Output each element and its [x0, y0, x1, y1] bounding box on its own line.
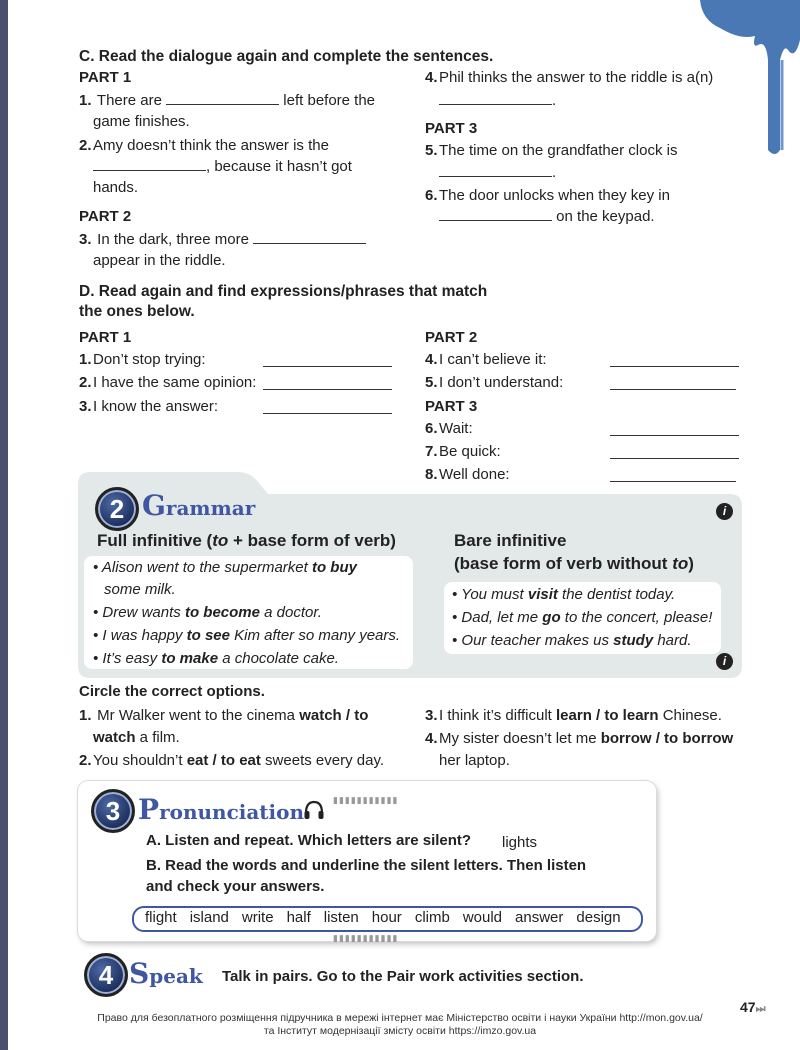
- circle-question-1-cont: watch a film.: [93, 729, 180, 746]
- d-item-1: 1.Don’t stop trying:: [79, 351, 206, 368]
- grammar-heading: Grammar: [142, 489, 256, 522]
- circle-question-4: 4.My sister doesn’t let me borrow / to borrow: [425, 730, 734, 747]
- option-watch[interactable]: watch / to: [299, 707, 369, 724]
- c-question-3: 3. In the dark, three more: [79, 229, 366, 250]
- page-edge-bar: [0, 0, 8, 1050]
- grammar-number-badge: 2: [95, 487, 139, 531]
- circle-question-3: 3.I think it’s difficult learn / to learn Chinese.: [425, 707, 722, 724]
- perforation-top: ▮▮▮▮▮▮▮▮▮▮▮: [333, 795, 399, 805]
- perforation-bottom: ▮▮▮▮▮▮▮▮▮▮▮: [333, 933, 399, 943]
- d-item-5-blank[interactable]: [610, 389, 736, 390]
- d-item-2-blank[interactable]: [263, 389, 392, 390]
- speak-instruction: Talk in pairs. Go to the Pair work activities section.: [222, 968, 584, 985]
- c-question-2: 2.Amy doesn’t think the answer is the: [79, 137, 329, 154]
- c-question-1: 1. There are left before the: [79, 92, 376, 109]
- part-2-heading: PART 2: [79, 208, 132, 225]
- pronunciation-task-b-1: B. Read the words and underline the silent letters. Then listen: [146, 857, 587, 874]
- d-item-4-blank[interactable]: [610, 366, 739, 367]
- circle-question-4-cont: her laptop.: [439, 752, 510, 769]
- c-question-2-cont: , because it hasn’t got: [93, 156, 352, 177]
- d-item-3-blank[interactable]: [263, 413, 392, 414]
- section-d-title-1: D. Read again and find expressions/phrases that match: [79, 283, 488, 300]
- option-borrow[interactable]: borrow / to borrow: [600, 730, 734, 747]
- d-item-3: 3.I know the answer:: [79, 398, 219, 415]
- bare-infinitive-heading-2: (base form of verb without to): [454, 554, 694, 573]
- option-learn[interactable]: learn / to learn: [556, 707, 659, 724]
- circle-question-2: 2.You shouldn’t eat / to eat sweets every day.: [79, 752, 384, 769]
- c-question-6: 6.The door unlocks when they key in: [425, 187, 670, 204]
- section-c-title: C. Read the dialogue again and complete the sentences.: [79, 48, 494, 65]
- word-list: [145, 907, 634, 928]
- section-d-title-2: the ones below.: [79, 303, 195, 320]
- d-item-1-blank[interactable]: [263, 366, 392, 367]
- d-item-2: 2.I have the same opinion:: [79, 374, 257, 391]
- copyright-footer: [0, 1012, 800, 1038]
- word-half[interactable]: half: [286, 909, 311, 926]
- word-write[interactable]: write: [241, 909, 274, 926]
- speak-heading: Speak: [129, 957, 203, 990]
- d-part-3-heading: PART 3: [425, 398, 478, 415]
- full-example-3: • I was happy to see Kim after so many years.: [93, 627, 401, 644]
- word-answer[interactable]: answer: [515, 909, 564, 926]
- c-question-4-cont: .: [439, 90, 556, 111]
- word-climb[interactable]: climb: [414, 909, 450, 926]
- d-item-6-blank[interactable]: [610, 435, 739, 436]
- c-question-1-cont: game finishes.: [93, 113, 190, 130]
- pronunciation-example-word: lights: [502, 834, 538, 851]
- bare-infinitive-heading-1: Bare infinitive: [454, 531, 567, 550]
- d-part-1-heading: PART 1: [79, 329, 132, 346]
- word-listen[interactable]: listen: [323, 909, 359, 926]
- page-number: 47⏭: [740, 999, 766, 1015]
- full-infinitive-heading: Full infinitive (to + base form of verb): [97, 531, 396, 550]
- c-question-4: 4.Phil thinks the answer to the riddle is a(n): [425, 69, 714, 86]
- part-1-heading: PART 1: [79, 69, 132, 86]
- copyright-line-2: та Інститут модернізації змісту освіти https://imzo.gov.ua: [263, 1025, 537, 1037]
- full-example-4: • It’s easy to make a chocolate cake.: [93, 650, 339, 667]
- info-icon-bottom: i: [716, 653, 733, 670]
- headphones-icon[interactable]: [303, 800, 325, 820]
- bare-example-3: • Our teacher makes us study hard.: [452, 632, 692, 649]
- part-3-heading: PART 3: [425, 120, 478, 137]
- d-item-8: 8.Well done:: [425, 466, 510, 483]
- word-design[interactable]: design: [576, 909, 621, 926]
- copyright-line-1: Право для безоплатного розміщення підручника в мережі інтернет має Міністерство освіти і науки України http://mon.gov.ua/: [97, 1012, 703, 1024]
- c-question-5-cont: .: [439, 162, 556, 183]
- pronunciation-heading: Pronunciation: [138, 793, 305, 826]
- word-flight[interactable]: flight: [145, 909, 177, 926]
- info-icon: i: [716, 503, 733, 520]
- c-question-5: 5.The time on the grandfather clock is: [425, 142, 678, 159]
- c-question-2-end: hands.: [93, 179, 139, 196]
- d-item-6: 6.Wait:: [425, 420, 473, 437]
- bare-example-1: • You must visit the dentist today.: [452, 586, 676, 603]
- pronunciation-task-b-2: and check your answers.: [146, 878, 325, 895]
- speak-number-badge: 4: [84, 953, 128, 997]
- pronunciation-task-a: A. Listen and repeat. Which letters are silent?: [146, 832, 472, 849]
- d-item-7-blank[interactable]: [610, 458, 739, 459]
- word-hour[interactable]: hour: [371, 909, 402, 926]
- d-item-7: 7.Be quick:: [425, 443, 501, 460]
- circle-options-title: Circle the correct options.: [79, 683, 265, 700]
- d-part-2-heading: PART 2: [425, 329, 478, 346]
- circle-question-1: 1. Mr Walker went to the cinema watch / to: [79, 707, 369, 724]
- c-question-3-cont: appear in the riddle.: [93, 252, 226, 269]
- bare-example-2: • Dad, let me go to the concert, please!: [452, 609, 713, 626]
- full-example-1-cont: some milk.: [104, 581, 176, 598]
- full-example-2: • Drew wants to become a doctor.: [93, 604, 322, 621]
- full-example-1: • Alison went to the supermarket to buy: [93, 559, 357, 576]
- page-forward-icon: ⏭: [755, 1003, 766, 1015]
- c-question-6-cont: on the keypad.: [439, 206, 655, 227]
- word-would[interactable]: would: [462, 909, 503, 926]
- pronunciation-number-badge: 3: [91, 789, 135, 833]
- d-item-4: 4.I can’t believe it:: [425, 351, 547, 368]
- d-item-5: 5.I don’t understand:: [425, 374, 564, 391]
- option-eat[interactable]: eat / to eat: [186, 752, 261, 769]
- word-island[interactable]: island: [189, 909, 229, 926]
